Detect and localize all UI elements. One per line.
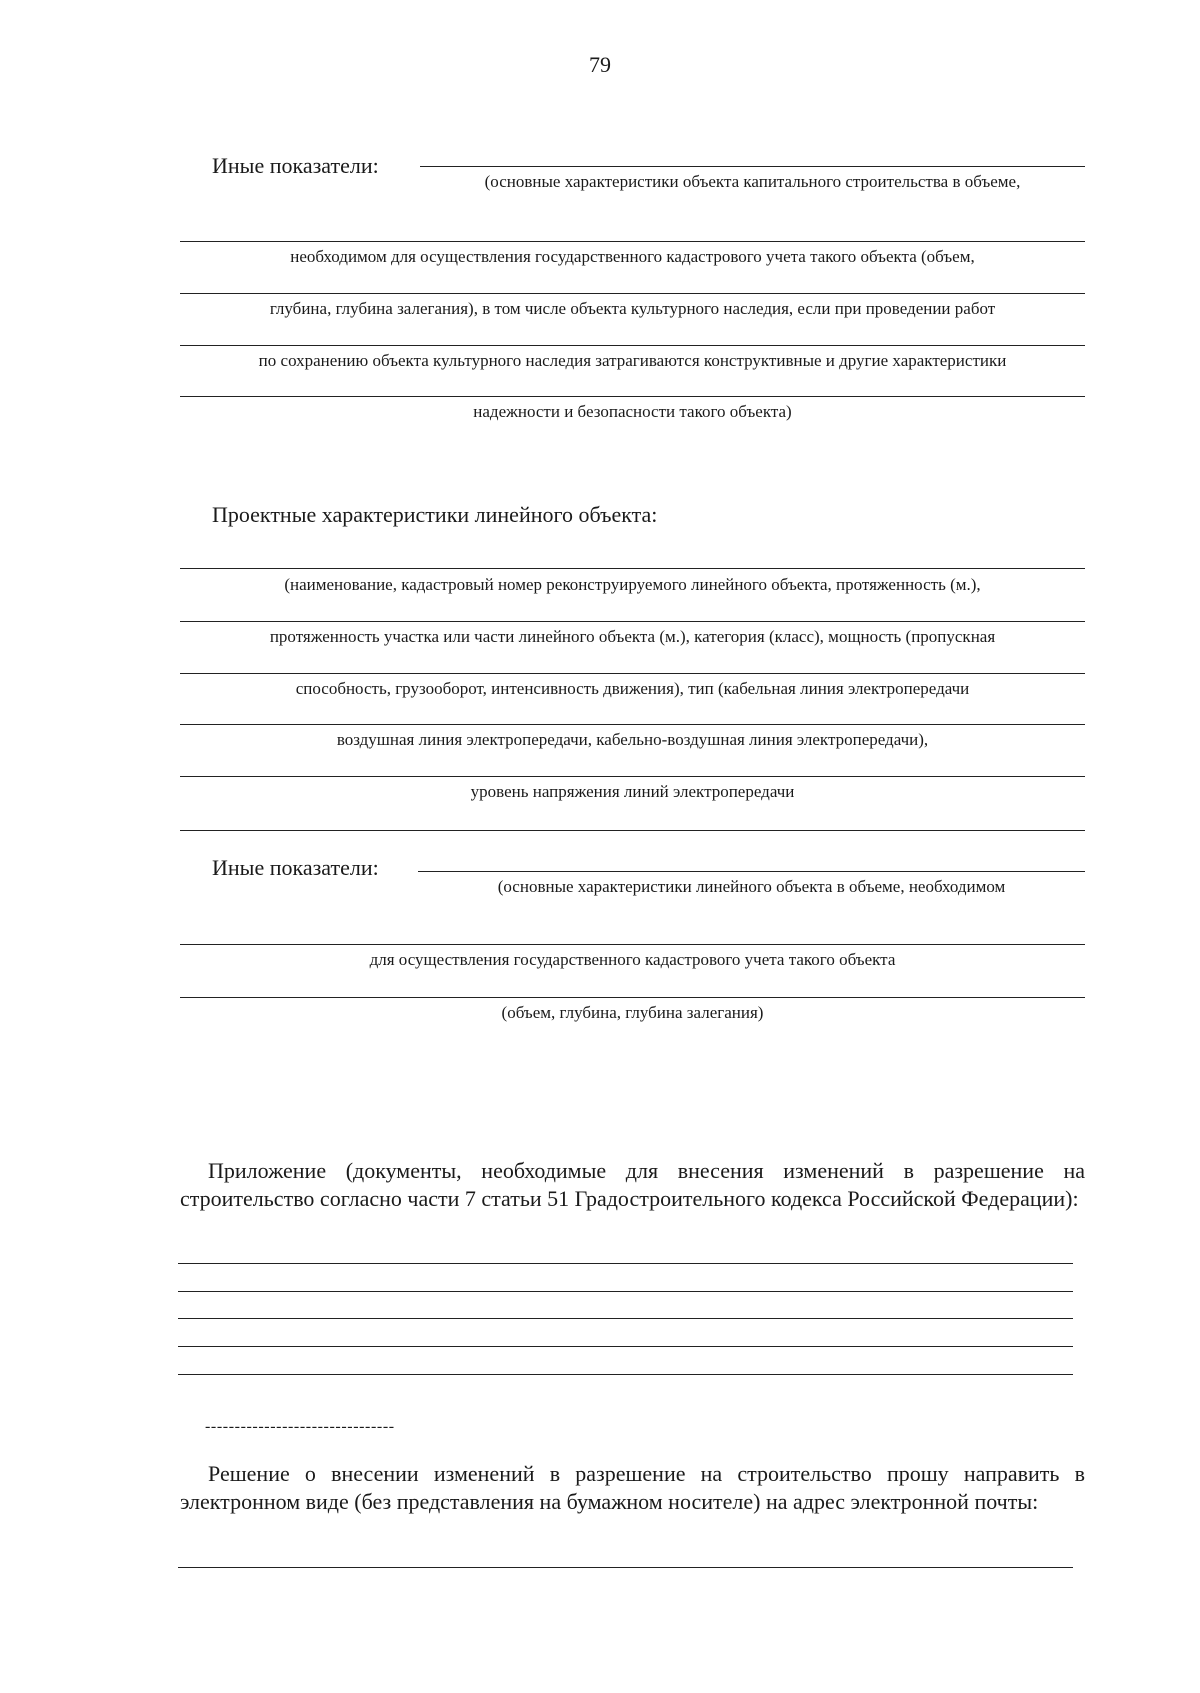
attachment-paragraph: Приложение (документы, необходимые для внесения изменений в разрешение на строительство согласно части 7 статьи 51 Градостроительного кодекса Российской Федерации): — [180, 1158, 1085, 1211]
other-indicators-caption-4: по сохранению объекта культурного наследия затрагиваются конструктивные и другие характеристики — [258, 351, 1007, 370]
linear-other-indicators-label: Иные показатели: — [212, 855, 379, 880]
linear-other-indicators-field[interactable] — [418, 871, 1085, 872]
other-indicators-field-3[interactable] — [180, 293, 1085, 294]
other-indicators-caption-5: надежности и безопасности такого объекта) — [473, 402, 792, 421]
page-number: 79 — [589, 52, 611, 77]
linear-object-caption-5: уровень напряжения линий электропередачи — [470, 782, 795, 801]
other-indicators-field-5[interactable] — [180, 396, 1085, 397]
other-indicators-field-4[interactable] — [180, 345, 1085, 346]
linear-other-indicators-caption-3: (объем, глубина, глубина залегания) — [501, 1003, 764, 1022]
linear-object-caption-1: (наименование, кадастровый номер реконструируемого линейного объекта, протяженность (м.), — [284, 575, 981, 594]
attachment-line-4[interactable] — [178, 1346, 1073, 1347]
other-indicators-caption-2: необходимом для осуществления государственного кадастрового учета такого объекта (объем, — [290, 247, 975, 266]
other-indicators-label: Иные показатели: — [212, 153, 379, 178]
linear-object-field-5[interactable] — [180, 776, 1085, 777]
linear-object-field-3[interactable] — [180, 673, 1085, 674]
linear-other-indicators-field-2[interactable] — [180, 944, 1085, 945]
other-indicators-field[interactable] — [420, 166, 1085, 167]
attachment-line-3[interactable] — [178, 1318, 1073, 1319]
other-indicators-caption-3: глубина, глубина залегания), в том числе объекта культурного наследия, если при проведении работ — [269, 299, 996, 318]
attachment-line-5[interactable] — [178, 1374, 1073, 1375]
linear-other-indicators-field-3[interactable] — [180, 997, 1085, 998]
decision-paragraph: Решение о внесении изменений в разрешение на строительство прошу направить в электронном виде (без представления на бумажном носителе) на адрес электронной почты: — [180, 1461, 1085, 1514]
linear-object-caption-3: способность, грузооборот, интенсивность движения), тип (кабельная линия электропередачи — [295, 679, 970, 698]
linear-object-caption-4: воздушная линия электропередачи, кабельно-воздушная линия электропередачи), — [336, 730, 929, 749]
linear-object-field-1[interactable] — [180, 568, 1085, 569]
linear-other-indicators-caption-2: для осуществления государственного кадастрового учета такого объекта — [369, 950, 896, 969]
email-field[interactable] — [178, 1567, 1073, 1568]
other-indicators-caption-1: (основные характеристики объекта капитального строительства в объеме, — [484, 172, 1021, 191]
linear-object-caption-2: протяженность участка или части линейного объекта (м.), категория (класс), мощность (пропускная — [269, 627, 996, 646]
other-indicators-field-2[interactable] — [180, 241, 1085, 242]
linear-object-field-4[interactable] — [180, 724, 1085, 725]
attachment-line-2[interactable] — [178, 1291, 1073, 1292]
linear-object-heading: Проектные характеристики линейного объекта: — [212, 502, 658, 527]
attachment-line-1[interactable] — [178, 1263, 1073, 1264]
separator-dashes: -------------------------------- — [205, 1418, 395, 1435]
linear-object-field-6[interactable] — [180, 830, 1085, 831]
linear-other-indicators-caption-1: (основные характеристики линейного объекта в объеме, необходимом — [497, 877, 1006, 896]
linear-object-field-2[interactable] — [180, 621, 1085, 622]
